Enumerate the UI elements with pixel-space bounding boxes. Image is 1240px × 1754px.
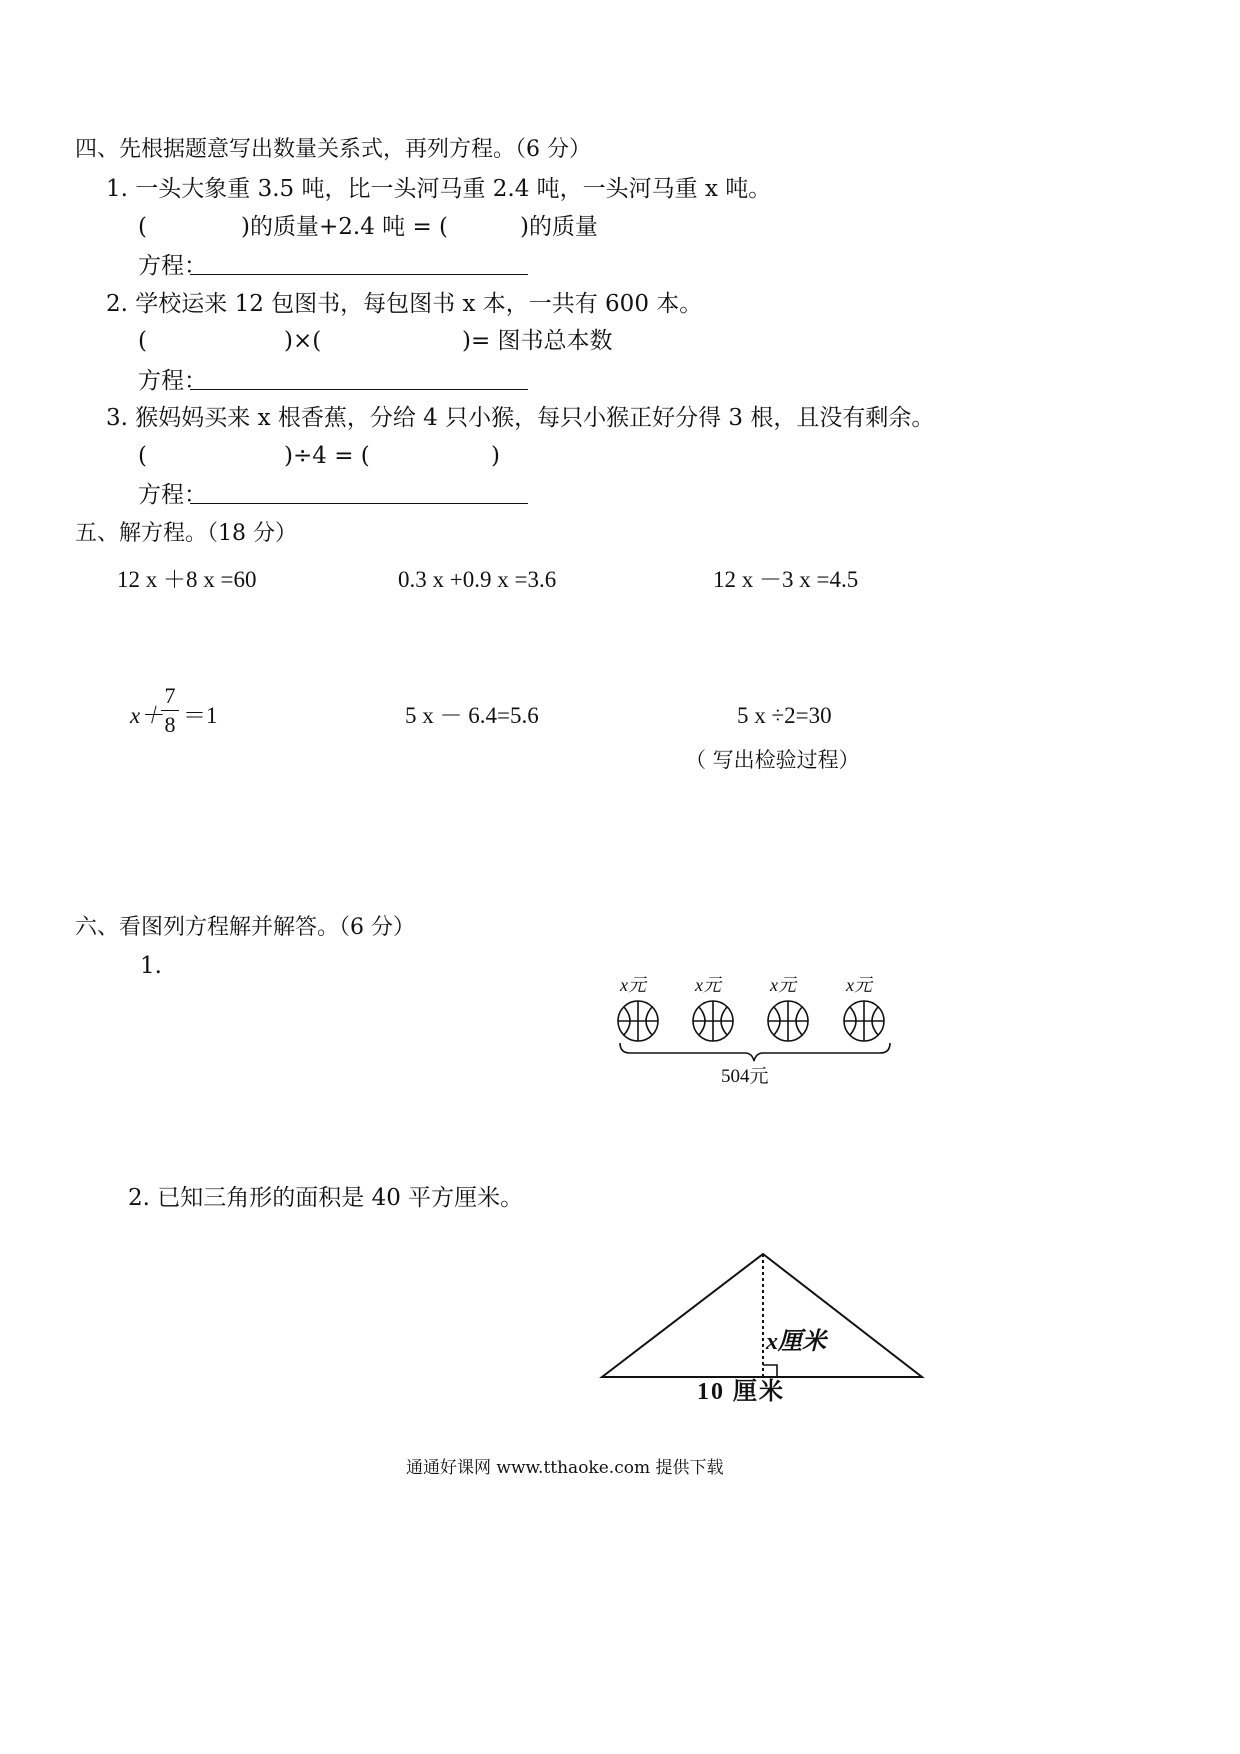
question-3-text: 3. 猴妈妈买来 x 根香蕉，分给 4 只小猴，每只小猴正好分得 3 根，且没有剩余。: [106, 405, 935, 431]
q2-equation-label: 方程：: [138, 368, 207, 394]
q2-relation-middle: )×(: [284, 328, 322, 354]
height-label: x厘米: [766, 1329, 826, 1355]
q3-relation-end: ): [491, 443, 500, 469]
q3-answer-line: [190, 503, 528, 504]
check-note: （ 写出检验过程）: [685, 748, 860, 772]
ball-price-label-1: x元: [620, 975, 646, 995]
equation-1: 12 x ＋8 x =60: [117, 567, 257, 592]
equation-5: 5 x － 6.4=5.6: [405, 703, 539, 728]
equation-4-fraction: [161, 684, 179, 737]
equation-6: 5 x ÷2=30: [737, 703, 832, 728]
question-6-2-text: 2. 已知三角形的面积是 40 平方厘米。: [128, 1185, 524, 1211]
equation-2: 0.3 x +0.9 x =3.6: [398, 567, 557, 592]
basketball-icon: [768, 1001, 808, 1041]
fraction-numerator: 7: [164, 683, 176, 708]
q2-relation-end: )= 图书总本数: [462, 328, 613, 354]
right-angle-mark: [763, 1365, 777, 1377]
q1-equation-label: 方程：: [138, 253, 207, 279]
base-label: 10 厘米: [697, 1379, 785, 1405]
q1-relation-middle: )的质量+2.4 吨 = (: [241, 214, 448, 240]
equation-4-suffix: ＝1: [183, 703, 218, 728]
question-1-text: 1. 一头大象重 3.5 吨，比一头河马重 2.4 吨，一头河马重 x 吨。: [106, 176, 772, 202]
q3-equation-label: 方程：: [138, 482, 207, 508]
basketball-icon: [844, 1001, 884, 1041]
basketball-icon: [693, 1001, 733, 1041]
q2-answer-line: [190, 389, 528, 390]
footer-text: 通通好课网 www.tthaoke.com 提供下载: [406, 1458, 724, 1478]
q3-relation-middle: )÷4 = (: [284, 443, 370, 469]
section-4-title: 四、先根据题意写出数量关系式，再列方程。（6 分）: [75, 137, 591, 162]
q2-relation-open: (: [138, 328, 147, 354]
q1-relation-end: )的质量: [520, 214, 598, 240]
ball-price-label-3: x元: [770, 975, 796, 995]
equation-3: 12 x －3 x =4.5: [713, 567, 859, 592]
question-6-1-number: 1.: [140, 953, 162, 979]
q3-relation-open: (: [138, 443, 147, 469]
triangle-figure: [595, 1250, 930, 1380]
q1-answer-line: [190, 274, 528, 275]
section-6-title: 六、看图列方程解并解答。（6 分）: [75, 915, 415, 940]
ball-price-label-2: x元: [695, 975, 721, 995]
question-2-text: 2. 学校运来 12 包图书，每包图书 x 本，一共有 600 本。: [106, 291, 703, 317]
ball-price-label-4: x元: [846, 975, 872, 995]
q1-relation-open: (: [138, 214, 147, 240]
fraction-bar: [161, 710, 179, 711]
section-5-title: 五、解方程。（18 分）: [75, 521, 297, 546]
total-brace: [620, 1043, 890, 1061]
equation-4-prefix: x＋: [130, 703, 164, 728]
basketball-icon: [618, 1001, 658, 1041]
fraction-denominator: 8: [164, 712, 176, 738]
basketballs-figure: [600, 995, 900, 1065]
total-price-label: 504元: [721, 1066, 769, 1087]
